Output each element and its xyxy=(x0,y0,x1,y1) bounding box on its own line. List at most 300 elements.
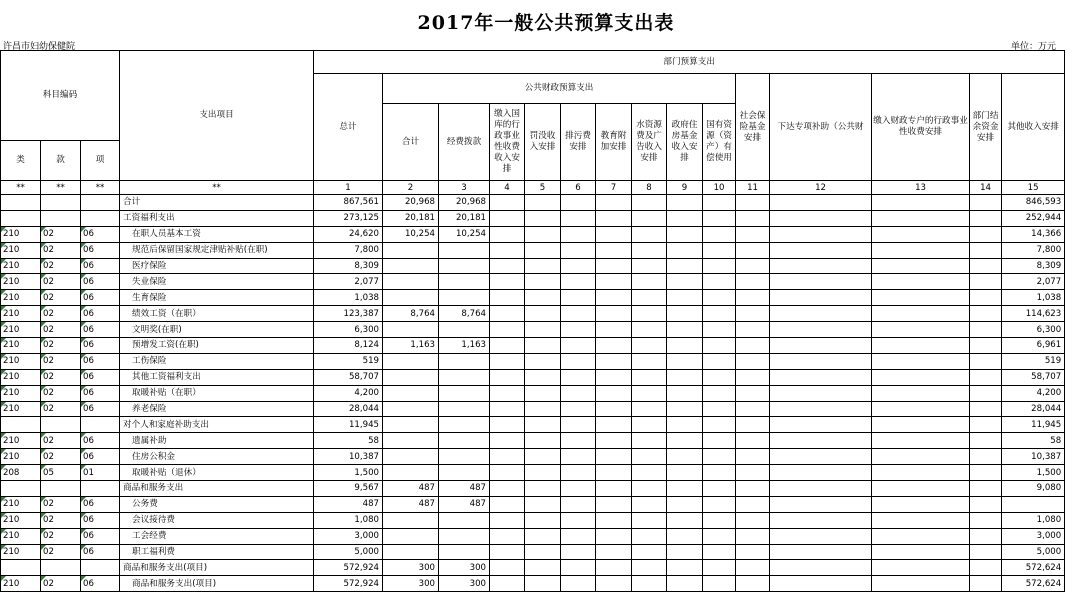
cell-empty xyxy=(736,576,770,592)
cell-xiang: 01 xyxy=(81,465,120,481)
cell-empty xyxy=(632,465,667,481)
cell-empty xyxy=(596,433,632,449)
cell-sub xyxy=(383,449,439,465)
cell-name: 失业保险 xyxy=(120,274,314,290)
cell-empty xyxy=(525,544,561,560)
cell-empty xyxy=(770,353,872,369)
table-row xyxy=(1,322,1065,338)
cell-empty xyxy=(667,210,703,226)
cell-fund xyxy=(439,449,490,465)
cell-sub xyxy=(383,290,439,306)
cell-empty xyxy=(703,258,736,274)
cell-lei: 210 xyxy=(1,226,41,242)
cell-sub: 487 xyxy=(383,481,439,497)
c9-header: 政府住房基金收入安排 xyxy=(667,104,703,181)
column-number: 13 xyxy=(872,181,970,195)
cell-fund xyxy=(439,544,490,560)
table-row xyxy=(1,242,1065,258)
cell-empty xyxy=(632,195,667,211)
cell-xiang: 06 xyxy=(81,353,120,369)
cell-lei: 210 xyxy=(1,401,41,417)
cell-name: 绩效工资（在职） xyxy=(120,306,314,322)
column-number: ** xyxy=(120,181,314,195)
cell-empty xyxy=(770,242,872,258)
column-number: 7 xyxy=(596,181,632,195)
cell-xiang: 06 xyxy=(81,449,120,465)
table-row xyxy=(1,353,1065,369)
cell-empty xyxy=(872,274,970,290)
cell-empty xyxy=(970,290,1002,306)
cell-name: 商品和服务支出 xyxy=(120,481,314,497)
cell-empty xyxy=(970,274,1002,290)
cell-empty xyxy=(770,496,872,512)
cell-empty xyxy=(970,544,1002,560)
cell-empty xyxy=(872,401,970,417)
cell-empty xyxy=(667,576,703,592)
cell-empty xyxy=(667,449,703,465)
cell-empty xyxy=(561,274,596,290)
cell-empty xyxy=(703,433,736,449)
cell-empty xyxy=(970,242,1002,258)
cell-lei: 210 xyxy=(1,369,41,385)
cell-empty xyxy=(596,544,632,560)
cell-empty xyxy=(632,528,667,544)
cell-empty xyxy=(736,258,770,274)
cell-other: 4,200 xyxy=(1002,385,1065,401)
cell-kuan: 02 xyxy=(41,576,81,592)
cell-empty xyxy=(490,481,525,497)
cell-xiang: 06 xyxy=(81,338,120,354)
cell-empty xyxy=(736,290,770,306)
cell-lei xyxy=(1,560,41,576)
cell-kuan: 02 xyxy=(41,274,81,290)
cell-xiang: 06 xyxy=(81,322,120,338)
cell-fund: 20,181 xyxy=(439,210,490,226)
cell-other: 28,044 xyxy=(1002,401,1065,417)
cell-total: 3,000 xyxy=(314,528,383,544)
cell-other: 14,366 xyxy=(1002,226,1065,242)
cell-xiang: 06 xyxy=(81,242,120,258)
cell-empty xyxy=(561,210,596,226)
cell-empty xyxy=(632,560,667,576)
table-row xyxy=(1,449,1065,465)
c15-header: 其他收入安排 xyxy=(1002,74,1065,181)
cell-empty xyxy=(770,385,872,401)
cell-lei: 210 xyxy=(1,512,41,528)
cell-name: 取暖补贴（在职） xyxy=(120,385,314,401)
cell-empty xyxy=(770,274,872,290)
cell-total: 487 xyxy=(314,496,383,512)
cell-empty xyxy=(596,242,632,258)
cell-empty xyxy=(970,481,1002,497)
cell-kuan: 02 xyxy=(41,258,81,274)
cell-other: 10,387 xyxy=(1002,449,1065,465)
cell-total: 1,038 xyxy=(314,290,383,306)
cell-other: 846,593 xyxy=(1002,195,1065,211)
cell-empty xyxy=(632,496,667,512)
cell-empty xyxy=(770,560,872,576)
cell-empty xyxy=(667,306,703,322)
cell-empty xyxy=(770,258,872,274)
cell-empty xyxy=(490,544,525,560)
cell-empty xyxy=(703,195,736,211)
cell-kuan xyxy=(41,195,81,211)
cell-lei: 210 xyxy=(1,258,41,274)
cell-empty xyxy=(490,338,525,354)
cell-empty xyxy=(703,353,736,369)
cell-other: 114,623 xyxy=(1002,306,1065,322)
cell-empty xyxy=(632,242,667,258)
cell-fund xyxy=(439,465,490,481)
cell-sub xyxy=(383,258,439,274)
cell-empty xyxy=(872,496,970,512)
cell-sub xyxy=(383,274,439,290)
column-number: 15 xyxy=(1002,181,1065,195)
cell-empty xyxy=(561,481,596,497)
cell-empty xyxy=(970,401,1002,417)
cell-empty xyxy=(736,195,770,211)
cell-xiang: 06 xyxy=(81,369,120,385)
cell-lei: 210 xyxy=(1,576,41,592)
cell-kuan: 02 xyxy=(41,242,81,258)
cell-empty xyxy=(632,322,667,338)
cell-other: 1,038 xyxy=(1002,290,1065,306)
cell-fund xyxy=(439,369,490,385)
cell-empty xyxy=(561,306,596,322)
cell-empty xyxy=(736,274,770,290)
cell-empty xyxy=(525,512,561,528)
cell-name: 工伤保险 xyxy=(120,353,314,369)
cell-total: 10,387 xyxy=(314,449,383,465)
column-number: 8 xyxy=(632,181,667,195)
cell-other: 1,080 xyxy=(1002,512,1065,528)
cell-empty xyxy=(561,242,596,258)
cell-empty xyxy=(561,401,596,417)
cell-fund: 10,254 xyxy=(439,226,490,242)
cell-empty xyxy=(872,290,970,306)
cell-empty xyxy=(525,195,561,211)
cell-kuan xyxy=(41,210,81,226)
cell-sub xyxy=(383,353,439,369)
cell-empty xyxy=(525,338,561,354)
cell-empty xyxy=(490,417,525,433)
cell-empty xyxy=(703,576,736,592)
cell-empty xyxy=(561,496,596,512)
cell-empty xyxy=(490,226,525,242)
cell-empty xyxy=(596,290,632,306)
cell-xiang: 06 xyxy=(81,576,120,592)
cell-total: 867,561 xyxy=(314,195,383,211)
cell-empty xyxy=(872,449,970,465)
cell-sub xyxy=(383,322,439,338)
cell-sub xyxy=(383,385,439,401)
cell-empty xyxy=(872,210,970,226)
budget-table xyxy=(0,50,1065,592)
cell-empty xyxy=(770,226,872,242)
table-row xyxy=(1,290,1065,306)
cell-empty xyxy=(490,401,525,417)
unit-label: 单位：万元 xyxy=(1010,42,1056,52)
cell-xiang: 06 xyxy=(81,306,120,322)
cell-xiang: 06 xyxy=(81,512,120,528)
cell-other: 6,300 xyxy=(1002,322,1065,338)
cell-empty xyxy=(525,242,561,258)
cell-xiang xyxy=(81,210,120,226)
cell-empty xyxy=(667,417,703,433)
cell-total: 6,300 xyxy=(314,322,383,338)
cell-empty xyxy=(632,385,667,401)
cell-empty xyxy=(872,353,970,369)
column-number: ** xyxy=(81,181,120,195)
c14-header: 部门结余资金安排 xyxy=(970,74,1002,181)
cell-empty xyxy=(736,433,770,449)
cell-name: 在职人员基本工资 xyxy=(120,226,314,242)
cell-empty xyxy=(561,433,596,449)
cell-empty xyxy=(736,322,770,338)
cell-lei: 210 xyxy=(1,496,41,512)
cell-empty xyxy=(596,258,632,274)
cell-empty xyxy=(490,465,525,481)
cell-empty xyxy=(596,226,632,242)
cell-empty xyxy=(667,528,703,544)
cell-total: 273,125 xyxy=(314,210,383,226)
cell-empty xyxy=(632,576,667,592)
cell-xiang: 06 xyxy=(81,385,120,401)
cell-total: 9,567 xyxy=(314,481,383,497)
cell-empty xyxy=(667,496,703,512)
cell-empty xyxy=(736,226,770,242)
cell-lei: 210 xyxy=(1,544,41,560)
cell-sub: 20,968 xyxy=(383,195,439,211)
cell-empty xyxy=(632,258,667,274)
cell-fund: 300 xyxy=(439,560,490,576)
cell-empty xyxy=(561,544,596,560)
cell-empty xyxy=(703,242,736,258)
cell-lei: 210 xyxy=(1,338,41,354)
cell-empty xyxy=(596,560,632,576)
cell-name: 预增发工资(在职) xyxy=(120,338,314,354)
cell-kuan: 02 xyxy=(41,496,81,512)
total-header: 总计 xyxy=(314,74,383,181)
cell-lei: 210 xyxy=(1,274,41,290)
cell-empty xyxy=(490,576,525,592)
cell-fund xyxy=(439,322,490,338)
cell-empty xyxy=(703,544,736,560)
cell-fund: 487 xyxy=(439,496,490,512)
cell-name: 住房公积金 xyxy=(120,449,314,465)
cell-kuan: 02 xyxy=(41,353,81,369)
cell-xiang: 06 xyxy=(81,401,120,417)
cell-empty xyxy=(872,242,970,258)
c11-header: 社会保险基金安排 xyxy=(736,74,770,181)
cell-empty xyxy=(667,481,703,497)
cell-empty xyxy=(525,496,561,512)
cell-total: 28,044 xyxy=(314,401,383,417)
cell-kuan: 02 xyxy=(41,306,81,322)
table-row xyxy=(1,210,1065,226)
c5-header: 罚没收入安排 xyxy=(525,104,561,181)
cell-empty xyxy=(703,385,736,401)
cell-kuan xyxy=(41,560,81,576)
cell-empty xyxy=(703,226,736,242)
cell-name: 工资福利支出 xyxy=(120,210,314,226)
cell-lei: 210 xyxy=(1,353,41,369)
cell-xiang xyxy=(81,481,120,497)
cell-empty xyxy=(770,338,872,354)
cell-empty xyxy=(561,322,596,338)
cell-empty xyxy=(703,290,736,306)
cell-empty xyxy=(490,496,525,512)
cell-empty xyxy=(970,496,1002,512)
cell-fund xyxy=(439,385,490,401)
cell-xiang: 06 xyxy=(81,496,120,512)
column-number-row xyxy=(1,181,1065,195)
cell-empty xyxy=(490,322,525,338)
cell-empty xyxy=(703,512,736,528)
cell-empty xyxy=(596,481,632,497)
table-row xyxy=(1,195,1065,211)
cell-other: 6,961 xyxy=(1002,338,1065,354)
cell-empty xyxy=(703,560,736,576)
cell-kuan: 02 xyxy=(41,226,81,242)
cell-lei: 210 xyxy=(1,433,41,449)
cell-empty xyxy=(736,210,770,226)
cell-empty xyxy=(970,369,1002,385)
cell-empty xyxy=(770,417,872,433)
cell-fund xyxy=(439,290,490,306)
cell-empty xyxy=(970,465,1002,481)
cell-empty xyxy=(736,306,770,322)
table-row xyxy=(1,306,1065,322)
cell-empty xyxy=(561,369,596,385)
cell-empty xyxy=(667,242,703,258)
cell-empty xyxy=(736,242,770,258)
cell-empty xyxy=(770,465,872,481)
column-number: 11 xyxy=(736,181,770,195)
cell-total: 8,124 xyxy=(314,338,383,354)
cell-empty xyxy=(561,338,596,354)
cell-empty xyxy=(632,512,667,528)
cell-empty xyxy=(596,417,632,433)
table-row xyxy=(1,274,1065,290)
cell-empty xyxy=(872,576,970,592)
subtotal-header: 合计 xyxy=(383,104,439,181)
cell-empty xyxy=(770,512,872,528)
column-number: 14 xyxy=(970,181,1002,195)
cell-empty xyxy=(490,528,525,544)
cell-empty xyxy=(490,449,525,465)
cell-empty xyxy=(970,385,1002,401)
cell-total: 572,924 xyxy=(314,560,383,576)
cell-empty xyxy=(703,401,736,417)
c12-header: 下达专项补助（公共财 xyxy=(770,74,872,181)
cell-empty xyxy=(736,512,770,528)
cell-empty xyxy=(736,528,770,544)
cell-other: 252,944 xyxy=(1002,210,1065,226)
table-row xyxy=(1,496,1065,512)
cell-empty xyxy=(970,258,1002,274)
cell-xiang: 06 xyxy=(81,544,120,560)
cell-empty xyxy=(525,369,561,385)
cell-empty xyxy=(596,528,632,544)
cell-fund: 1,163 xyxy=(439,338,490,354)
cell-empty xyxy=(525,306,561,322)
cell-xiang: 06 xyxy=(81,290,120,306)
cell-empty xyxy=(632,417,667,433)
cell-empty xyxy=(596,322,632,338)
cell-total: 2,077 xyxy=(314,274,383,290)
cell-empty xyxy=(703,338,736,354)
table-row xyxy=(1,576,1065,592)
cell-lei xyxy=(1,195,41,211)
cell-empty xyxy=(872,433,970,449)
cell-total: 519 xyxy=(314,353,383,369)
cell-sub: 487 xyxy=(383,496,439,512)
cell-empty xyxy=(970,449,1002,465)
cell-empty xyxy=(490,306,525,322)
cell-empty xyxy=(970,306,1002,322)
cell-empty xyxy=(872,481,970,497)
cell-other: 9,080 xyxy=(1002,481,1065,497)
column-number: 9 xyxy=(667,181,703,195)
cell-empty xyxy=(872,258,970,274)
table-row xyxy=(1,465,1065,481)
cell-fund xyxy=(439,401,490,417)
cell-name: 职工福利费 xyxy=(120,544,314,560)
cell-total: 5,000 xyxy=(314,544,383,560)
cell-fund xyxy=(439,433,490,449)
cell-total: 4,200 xyxy=(314,385,383,401)
page-title: 2017年一般公共预算支出表 xyxy=(417,12,675,34)
cell-kuan: 02 xyxy=(41,322,81,338)
cell-kuan: 02 xyxy=(41,433,81,449)
cell-total: 58 xyxy=(314,433,383,449)
cell-empty xyxy=(770,401,872,417)
cell-empty xyxy=(872,512,970,528)
header-row-1 xyxy=(1,51,1065,74)
cell-kuan: 05 xyxy=(41,465,81,481)
cell-sub xyxy=(383,465,439,481)
cell-empty xyxy=(736,496,770,512)
cell-xiang xyxy=(81,195,120,211)
table-row xyxy=(1,544,1065,560)
table-row xyxy=(1,401,1065,417)
cell-fund xyxy=(439,512,490,528)
cell-empty xyxy=(667,385,703,401)
column-number: 5 xyxy=(525,181,561,195)
cell-empty xyxy=(632,401,667,417)
cell-lei: 210 xyxy=(1,242,41,258)
cell-empty xyxy=(632,433,667,449)
cell-empty xyxy=(703,322,736,338)
cell-empty xyxy=(667,512,703,528)
cell-empty xyxy=(632,226,667,242)
cell-fund xyxy=(439,353,490,369)
cell-empty xyxy=(872,465,970,481)
cell-empty xyxy=(770,576,872,592)
cell-empty xyxy=(703,210,736,226)
cell-empty xyxy=(596,512,632,528)
cell-empty xyxy=(596,353,632,369)
cell-empty xyxy=(872,369,970,385)
cell-empty xyxy=(872,226,970,242)
cell-empty xyxy=(970,417,1002,433)
cell-other: 572,624 xyxy=(1002,576,1065,592)
cell-empty xyxy=(490,210,525,226)
cell-sub xyxy=(383,401,439,417)
cell-name: 规范后保留国家规定津贴补贴(在职) xyxy=(120,242,314,258)
cell-lei: 210 xyxy=(1,528,41,544)
